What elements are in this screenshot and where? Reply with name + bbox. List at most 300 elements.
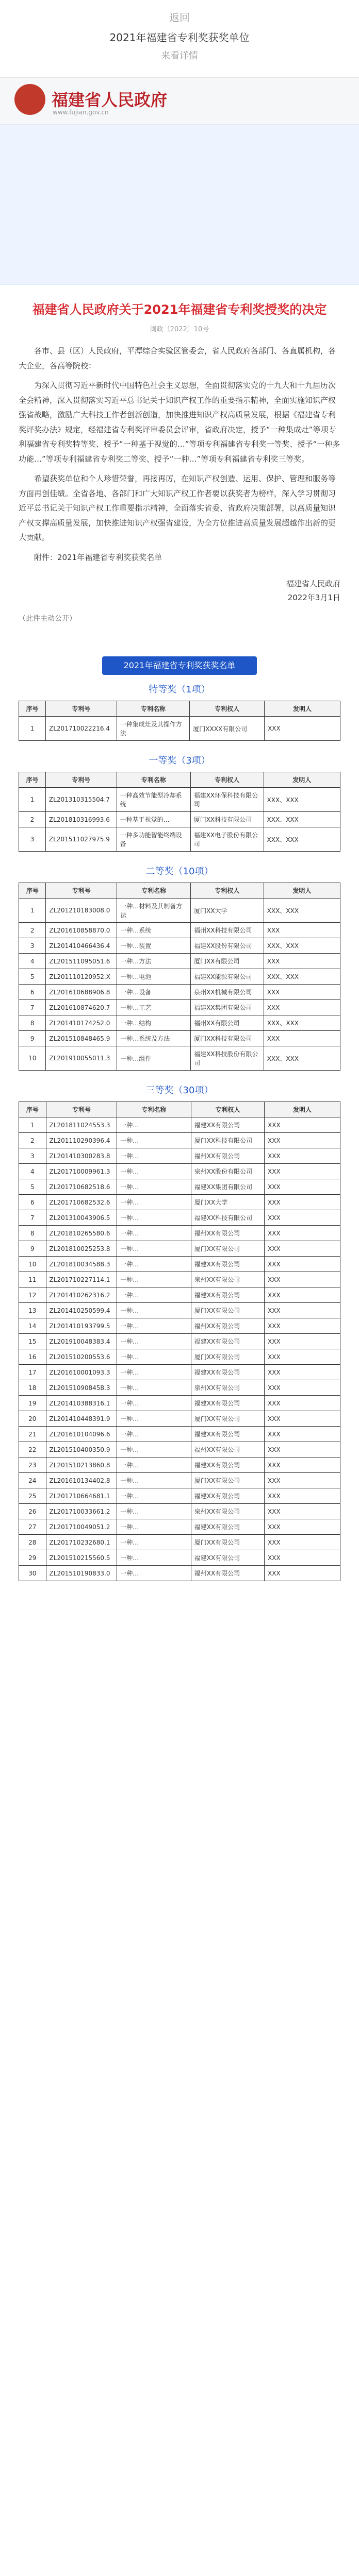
table-cell: 厦门XX有限公司 xyxy=(191,1349,264,1365)
table-row xyxy=(19,1000,340,1015)
table-cell: XXX xyxy=(265,1226,340,1241)
table-cell: XXX、XXX xyxy=(264,969,340,985)
table-cell: ZL201510213860.8 xyxy=(46,1458,117,1473)
table-cell: XXX xyxy=(265,1442,340,1458)
table-cell: 一种… xyxy=(117,1504,191,1519)
table-cell: 一种… xyxy=(117,1133,191,1148)
patent-table xyxy=(19,1101,340,1581)
table-cell: XXX xyxy=(264,1000,340,1015)
top-nav xyxy=(0,0,359,78)
table-cell: ZL201810316993.6 xyxy=(45,812,117,827)
table-cell: 8 xyxy=(19,1226,46,1241)
table-cell: 10 xyxy=(19,1257,46,1272)
site-url: www.fujian.gov.cn xyxy=(53,109,109,116)
table-cell: XXX xyxy=(264,985,340,1000)
table-cell: XXX xyxy=(265,1117,340,1133)
table-cell: ZL201110290396.4 xyxy=(46,1133,117,1148)
table-cell: 厦门XXXX有限公司 xyxy=(190,717,265,741)
table-cell: ZL201810025253.8 xyxy=(46,1241,117,1257)
table-cell: ZL201710682532.6 xyxy=(46,1195,117,1210)
table-header-cell: 发明人 xyxy=(264,772,340,788)
table-cell: ZL201410193799.5 xyxy=(46,1318,117,1334)
table-header-cell: 专利权人 xyxy=(191,1102,264,1117)
table-cell: 一种… xyxy=(117,1458,191,1473)
table-cell: 福建XX科技有限公司 xyxy=(191,1210,264,1226)
table-row xyxy=(19,1550,340,1566)
table-cell: XXX xyxy=(265,1272,340,1287)
table-cell: ZL201710033661.2 xyxy=(46,1504,117,1519)
table-cell: 9 xyxy=(19,1241,46,1257)
table-row xyxy=(19,1272,340,1287)
table-cell: ZL201410250599.4 xyxy=(46,1303,117,1318)
table-cell: 一种… xyxy=(117,1210,191,1226)
table-cell: 1 xyxy=(19,717,46,741)
table-cell: 一种…装置 xyxy=(117,938,191,954)
sign-org: 福建省人民政府 xyxy=(286,579,340,588)
table-cell: 一种… xyxy=(117,1473,191,1488)
table-cell: XXX、XXX xyxy=(264,938,340,954)
table-row xyxy=(19,1226,340,1241)
table-cell: XXX xyxy=(265,1210,340,1226)
public-note: （此件主动公开） xyxy=(19,615,76,623)
table-cell: XXX、XXX xyxy=(264,1046,340,1071)
table-cell: XXX xyxy=(265,1257,340,1272)
table-row xyxy=(19,1164,340,1179)
table-header-row xyxy=(19,1102,340,1117)
table-cell: XXX xyxy=(265,1365,340,1380)
table-cell: 3 xyxy=(19,1148,46,1164)
table-cell: 5 xyxy=(19,969,46,985)
table-cell: 福建XX有限公司 xyxy=(191,1519,264,1535)
government-emblem-icon xyxy=(14,84,45,115)
table-cell: ZL201810265580.6 xyxy=(46,1226,117,1241)
table-cell: 17 xyxy=(19,1365,46,1380)
table-row xyxy=(19,788,340,812)
table-cell: ZL201710232680.1 xyxy=(46,1535,117,1550)
paragraph-1: 为深入贯彻习近平新时代中国特色社会主义思想，全面贯彻落实党的十九大和十九届历次全会精神，深入贯彻落实习近平总书记关于知识产权工作的重要指示精神，全面实施知识产权强省战略，激励广大科技工作者创新创造，加快推进知识产权高质量发展，根据《福建省专利奖评奖办法》规定，经福建省专利奖评审委员会评审，省政府决定，授予“一种集成灶”等项专利福建省专利奖特等奖、授予“一种基于视觉的…”等项专利福建省专利奖一等奖、授予“一种多功能…”等项专利福建省专利奖二等奖、授予“一种…”等项专利福建省专利奖三等奖。 xyxy=(19,381,340,464)
table-cell: 15 xyxy=(19,1334,46,1349)
table-cell: 23 xyxy=(19,1458,46,1473)
table-cell: 一种… xyxy=(117,1535,191,1550)
table-cell: XXX xyxy=(265,1535,340,1550)
table-cell: ZL201210183008.0 xyxy=(46,899,117,923)
table-cell: 厦门XX有限公司 xyxy=(191,1473,264,1488)
table-row xyxy=(19,954,340,969)
table-cell: 厦门XX有限公司 xyxy=(191,954,264,969)
table-header-cell: 专利号 xyxy=(46,1102,117,1117)
table-cell: 福州XX科技有限公司 xyxy=(191,923,264,938)
table-cell: XXX xyxy=(265,1380,340,1396)
table-row xyxy=(19,1287,340,1303)
patent-table xyxy=(19,883,340,1071)
table-header-cell: 序号 xyxy=(19,701,46,717)
back-button[interactable]: 返回 xyxy=(169,11,190,24)
table-cell: ZL201610858870.0 xyxy=(46,923,117,938)
table-header-cell: 专利号 xyxy=(46,701,117,717)
table-cell: 一种… xyxy=(117,1349,191,1365)
table-row xyxy=(19,1318,340,1334)
table-cell: 福建XX有限公司 xyxy=(191,1287,264,1303)
table-cell: 福州XX有限公司 xyxy=(191,1566,264,1581)
table-cell: ZL201410174252.0 xyxy=(46,1015,117,1031)
table-cell: 一种…电池 xyxy=(117,969,191,985)
table-cell: 29 xyxy=(19,1550,46,1566)
table-cell: 福建XX电子股份有限公司 xyxy=(190,827,264,852)
table-cell: 福州XX有限公司 xyxy=(191,1442,264,1458)
table-cell: 福建XX有限公司 xyxy=(191,1458,264,1473)
table-cell: 福建XX有限公司 xyxy=(191,1550,264,1566)
table-cell: 一种… xyxy=(117,1179,191,1195)
table-cell: 一种… xyxy=(117,1442,191,1458)
table-cell: 一种… xyxy=(117,1334,191,1349)
table-cell: 厦门XX大学 xyxy=(191,899,264,923)
table-cell: 厦门XX科技有限公司 xyxy=(191,1031,264,1046)
table-cell: ZL201610104096.6 xyxy=(46,1427,117,1442)
table-header-cell: 专利名称 xyxy=(117,772,190,788)
article-meta: 闽政〔2022〕10号 xyxy=(150,326,209,333)
table-cell: 4 xyxy=(19,954,46,969)
table-header-cell: 专利权人 xyxy=(190,701,265,717)
table-cell: XXX、XXX xyxy=(264,788,340,812)
greeting: 各市、县（区）人民政府，平潭综合实验区管委会，省人民政府各部门、各直属机构，各大企业，各高等院校： xyxy=(19,346,336,370)
table-cell: ZL201610134402.8 xyxy=(46,1473,117,1488)
table-cell: 1 xyxy=(19,788,46,812)
table-cell: 12 xyxy=(19,1287,46,1303)
table-cell: 20 xyxy=(19,1411,46,1427)
table-cell: XXX xyxy=(265,1488,340,1504)
table-cell: XXX xyxy=(265,1303,340,1318)
table-header-cell: 发明人 xyxy=(265,701,340,717)
table-cell: ZL201610001093.3 xyxy=(46,1365,117,1380)
table-header-cell: 序号 xyxy=(19,1102,46,1117)
table-cell: ZL201710022216.4 xyxy=(46,717,117,741)
table-cell: 21 xyxy=(19,1427,46,1442)
table-cell: 福建XX有限公司 xyxy=(191,1117,264,1133)
table-cell: ZL201910055011.3 xyxy=(46,1046,117,1071)
table-row xyxy=(19,969,340,985)
table-cell: 一种…结构 xyxy=(117,1015,191,1031)
table-cell: 9 xyxy=(19,1031,46,1046)
table-cell: 26 xyxy=(19,1504,46,1519)
table-cell: 1 xyxy=(19,899,46,923)
table-row xyxy=(19,1210,340,1226)
table-cell: 厦门XX科技有限公司 xyxy=(191,1133,264,1148)
table-cell: ZL201410448391.9 xyxy=(46,1411,117,1427)
table-row xyxy=(19,1179,340,1195)
list-banner: 2021年福建省专利奖获奖名单 xyxy=(102,656,257,675)
sign-date: 2022年3月1日 xyxy=(287,593,340,602)
table-cell: ZL201410388316.1 xyxy=(46,1396,117,1411)
table-cell: 2 xyxy=(19,1133,46,1148)
table-cell: XXX、XXX xyxy=(264,1015,340,1031)
table-row xyxy=(19,1257,340,1272)
table-row xyxy=(19,1303,340,1318)
table-cell: 8 xyxy=(19,1015,46,1031)
table-cell: 一种…工艺 xyxy=(117,1000,191,1015)
table-cell: XXX xyxy=(264,1031,340,1046)
table-cell: XXX、XXX xyxy=(264,827,340,852)
table-cell: 厦门XX有限公司 xyxy=(191,1535,264,1550)
table-cell: 6 xyxy=(19,1195,46,1210)
table-cell: ZL201510190833.0 xyxy=(46,1566,117,1581)
table-cell: XXX xyxy=(265,1519,340,1535)
table-cell: 福州XX有限公司 xyxy=(191,1148,264,1164)
patent-table xyxy=(19,772,340,852)
table-cell: 泉州XX机械有限公司 xyxy=(191,985,264,1000)
table-cell: ZL201810034588.3 xyxy=(46,1257,117,1272)
table-cell: 福建XX能源有限公司 xyxy=(191,969,264,985)
table-cell: 泉州XX有限公司 xyxy=(191,1504,264,1519)
banner xyxy=(0,125,359,285)
table-cell: 泉州XX有限公司 xyxy=(191,1272,264,1287)
table-header-row xyxy=(19,883,340,899)
table-cell: XXX xyxy=(265,1427,340,1442)
awards-list xyxy=(0,682,359,1581)
table-cell: 3 xyxy=(19,938,46,954)
table-cell: 一种…方法 xyxy=(117,954,191,969)
table-cell: 厦门XX科技有限公司 xyxy=(190,812,264,827)
table-cell: 7 xyxy=(19,1210,46,1226)
table-cell: 一种… xyxy=(117,1148,191,1164)
signature xyxy=(19,577,340,605)
table-cell: 一种多功能智能终端设备 xyxy=(117,827,190,852)
table-row xyxy=(19,1133,340,1148)
table-cell: 一种… xyxy=(117,1411,191,1427)
table-cell: ZL201511027975.9 xyxy=(45,827,117,852)
table-row xyxy=(19,1046,340,1071)
table-row xyxy=(19,1195,340,1210)
table-row xyxy=(19,1442,340,1458)
table-cell: XXX xyxy=(265,1550,340,1566)
table-row xyxy=(19,1566,340,1581)
table-cell: ZL201510215560.5 xyxy=(46,1550,117,1566)
sub-title: 来看详情 xyxy=(161,50,198,61)
table-cell: 福建XX有限公司 xyxy=(191,1488,264,1504)
table-row xyxy=(19,1473,340,1488)
table-cell: 一种… xyxy=(117,1117,191,1133)
table-cell: 10 xyxy=(19,1046,46,1071)
table-cell: ZL201310315504.7 xyxy=(45,788,117,812)
table-cell: 18 xyxy=(19,1380,46,1396)
table-cell: 11 xyxy=(19,1272,46,1287)
table-cell: 16 xyxy=(19,1349,46,1365)
table-cell: XXX xyxy=(265,1458,340,1473)
table-cell: ZL201410466436.4 xyxy=(46,938,117,954)
table-cell: 2 xyxy=(19,923,46,938)
table-cell: 福建XX有限公司 xyxy=(191,1334,264,1349)
table-cell: ZL201310043906.5 xyxy=(46,1210,117,1226)
table-cell: 13 xyxy=(19,1303,46,1318)
table-header-cell: 专利权人 xyxy=(190,772,264,788)
table-header-cell: 专利名称 xyxy=(117,701,190,717)
table-cell: 一种… xyxy=(117,1287,191,1303)
table-cell: 福建XX有限公司 xyxy=(191,1365,264,1380)
table-cell: XXX xyxy=(265,1473,340,1488)
table-cell: 30 xyxy=(19,1566,46,1581)
table-cell: XXX xyxy=(265,1148,340,1164)
table-row xyxy=(19,1349,340,1365)
table-cell: 福建XX集团有限公司 xyxy=(191,1179,264,1195)
table-cell: 厦门XX有限公司 xyxy=(191,1241,264,1257)
table-cell: 一种… xyxy=(117,1272,191,1287)
table-cell: ZL201610874620.7 xyxy=(46,1000,117,1015)
table-cell: 一种… xyxy=(117,1427,191,1442)
table-cell: 5 xyxy=(19,1179,46,1195)
table-row xyxy=(19,1488,340,1504)
table-cell: XXX xyxy=(265,717,340,741)
table-cell: 一种… xyxy=(117,1488,191,1504)
table-cell: 一种… xyxy=(117,1241,191,1257)
table-cell: 一种…系统及方法 xyxy=(117,1031,191,1046)
table-cell: ZL201811024553.3 xyxy=(46,1117,117,1133)
award-title: 三等奖（30项） xyxy=(145,1085,214,1096)
table-cell: ZL201110120952.X xyxy=(46,969,117,985)
table-cell: 24 xyxy=(19,1473,46,1488)
table-cell: 一种… xyxy=(117,1164,191,1179)
table-header-cell: 序号 xyxy=(19,883,46,899)
article xyxy=(0,285,359,638)
table-cell: 厦门XX大学 xyxy=(191,1195,264,1210)
table-row xyxy=(19,1504,340,1519)
table-cell: ZL201510908458.3 xyxy=(46,1380,117,1396)
table-row xyxy=(19,1031,340,1046)
table-row xyxy=(19,1148,340,1164)
table-cell: 一种…组件 xyxy=(117,1046,191,1071)
table-cell: 福州XX有限公司 xyxy=(191,1318,264,1334)
table-cell: XXX xyxy=(265,1318,340,1334)
table-cell: XXX xyxy=(265,1566,340,1581)
table-cell: 4 xyxy=(19,1164,46,1179)
table-cell: XXX xyxy=(265,1411,340,1427)
table-row xyxy=(19,1241,340,1257)
table-cell: 1 xyxy=(19,1117,46,1133)
page-title: 2021年福建省专利奖获奖单位 xyxy=(109,31,250,44)
table-cell: 7 xyxy=(19,1000,46,1015)
table-cell: 一种… xyxy=(117,1195,191,1210)
table-cell: XXX xyxy=(265,1334,340,1349)
table-cell: XXX xyxy=(265,1195,340,1210)
table-cell: XXX xyxy=(265,1241,340,1257)
table-cell: ZL201510200553.6 xyxy=(46,1349,117,1365)
table-cell: XXX xyxy=(265,1504,340,1519)
table-cell: XXX xyxy=(265,1287,340,1303)
table-cell: 厦门XX有限公司 xyxy=(191,1303,264,1318)
table-cell: XXX xyxy=(265,1179,340,1195)
table-cell: 一种…材料及其制备方法 xyxy=(117,899,191,923)
paragraph-2: 希望获奖单位和个人珍惜荣誉，再接再厉，在知识产权创造、运用、保护、管理和服务等方面再创佳绩。全省各地、各部门和广大知识产权工作者要以获奖者为榜样，深入学习贯彻习近平总书记关于知识产权工作重要指示精神，全面落实省委、省政府决策部署，以高质量知识产权支撑高质量发展，加快推进知识产权强省建设，为全方位推进高质量发展超越作出新的更大贡献。 xyxy=(19,474,336,542)
table-row xyxy=(19,1427,340,1442)
table-header-cell: 专利号 xyxy=(45,772,117,788)
table-cell: 一种… xyxy=(117,1380,191,1396)
table-cell: 厦门XX有限公司 xyxy=(191,1411,264,1427)
table-header-cell: 专利名称 xyxy=(117,1102,191,1117)
table-cell: 泉州XX有限公司 xyxy=(191,1380,264,1396)
table-header-row xyxy=(19,701,340,717)
table-row xyxy=(19,1334,340,1349)
table-header-cell: 发明人 xyxy=(264,883,340,899)
attachment: 附件：2021年福建省专利奖获奖名单 xyxy=(34,552,162,562)
table-cell: ZL201910048383.4 xyxy=(46,1334,117,1349)
table-row xyxy=(19,1535,340,1550)
table-cell: 一种… xyxy=(117,1365,191,1380)
table-row xyxy=(19,1519,340,1535)
table-cell: ZL201410300283.8 xyxy=(46,1148,117,1164)
table-cell: 22 xyxy=(19,1442,46,1458)
table-cell: 28 xyxy=(19,1535,46,1550)
table-cell: ZL201710009961.3 xyxy=(46,1164,117,1179)
site-header xyxy=(0,78,359,125)
table-row xyxy=(19,1396,340,1411)
table-row xyxy=(19,812,340,827)
table-cell: XXX xyxy=(265,1396,340,1411)
table-cell: XXX、XXX xyxy=(264,812,340,827)
table-cell: 一种… xyxy=(117,1226,191,1241)
table-cell: 福建XX有限公司 xyxy=(191,1427,264,1442)
award-title: 特等奖（1项） xyxy=(149,684,210,695)
table-cell: 福建XX有限公司 xyxy=(191,1257,264,1272)
table-header-cell: 发明人 xyxy=(265,1102,340,1117)
table-cell: 一种… xyxy=(117,1550,191,1566)
table-cell: ZL201510400350.9 xyxy=(46,1442,117,1458)
table-cell: XXX xyxy=(264,954,340,969)
table-row xyxy=(19,985,340,1000)
table-cell: 一种… xyxy=(117,1318,191,1334)
table-cell: XXX、XXX xyxy=(264,899,340,923)
table-row xyxy=(19,827,340,852)
table-header-cell: 专利号 xyxy=(46,883,117,899)
table-cell: ZL201710049051.2 xyxy=(46,1519,117,1535)
table-cell: 福建XX科技股份有限公司 xyxy=(191,1046,264,1071)
table-cell: 福建XX集团有限公司 xyxy=(191,1000,264,1015)
table-row xyxy=(19,1458,340,1473)
table-cell: ZL201710682518.6 xyxy=(46,1179,117,1195)
table-cell: 一种…系统 xyxy=(117,923,191,938)
table-cell: XXX xyxy=(265,1164,340,1179)
table-cell: 一种… xyxy=(117,1303,191,1318)
table-row xyxy=(19,938,340,954)
table-cell: XXX xyxy=(265,1133,340,1148)
table-cell: 一种… xyxy=(117,1257,191,1272)
table-header-cell: 序号 xyxy=(19,772,46,788)
table-row xyxy=(19,923,340,938)
table-cell: 一种基于视觉的… xyxy=(117,812,190,827)
table-cell: ZL201710664681.1 xyxy=(46,1488,117,1504)
table-row xyxy=(19,1411,340,1427)
table-row xyxy=(19,1117,340,1133)
site-name: 福建省人民政府 xyxy=(52,90,168,110)
table-cell: 福建XX股份有限公司 xyxy=(191,938,264,954)
table-cell: 19 xyxy=(19,1396,46,1411)
table-cell: 一种… xyxy=(117,1566,191,1581)
table-row xyxy=(19,1365,340,1380)
table-header-cell: 专利名称 xyxy=(117,883,191,899)
table-cell: 27 xyxy=(19,1519,46,1535)
table-cell: 6 xyxy=(19,985,46,1000)
table-cell: 3 xyxy=(19,827,46,852)
table-row xyxy=(19,1380,340,1396)
table-cell: 福建XX环保科技有限公司 xyxy=(190,788,264,812)
table-cell: 福州XX有限公司 xyxy=(191,1226,264,1241)
table-cell: ZL201410262316.2 xyxy=(46,1287,117,1303)
table-row xyxy=(19,1015,340,1031)
table-row xyxy=(19,717,340,741)
table-cell: 一种…设备 xyxy=(117,985,191,1000)
table-cell: 一种… xyxy=(117,1396,191,1411)
table-cell: 2 xyxy=(19,812,46,827)
table-cell: 一种高效节能型冷却系统 xyxy=(117,788,190,812)
table-cell: 福建XX有限公司 xyxy=(191,1396,264,1411)
table-cell: ZL201610688906.8 xyxy=(46,985,117,1000)
